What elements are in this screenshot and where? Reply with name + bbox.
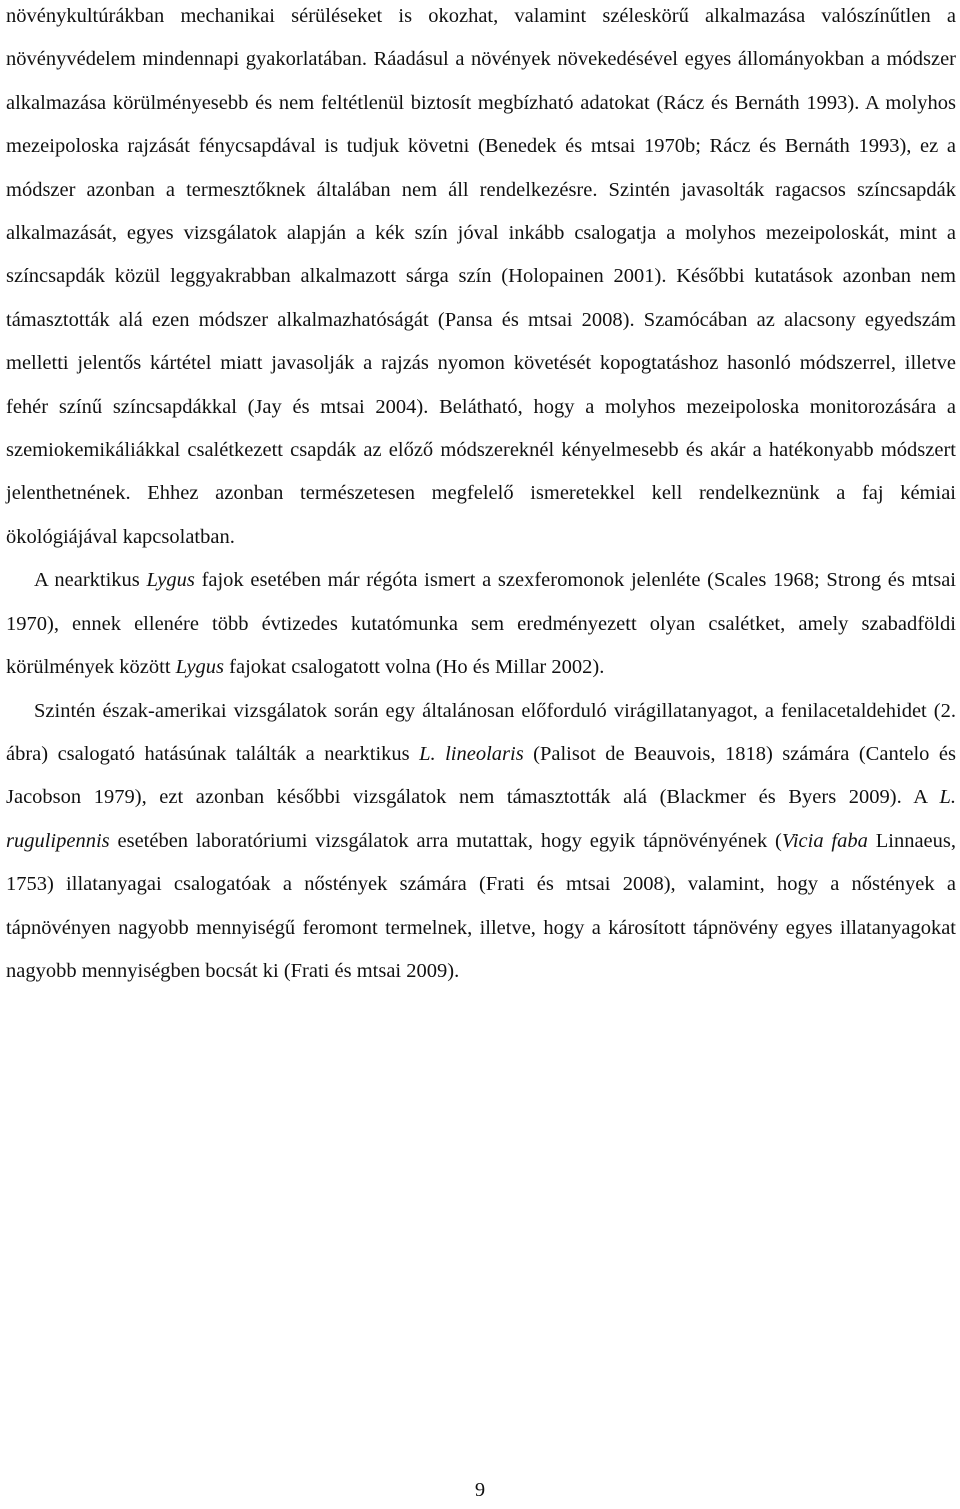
- paragraph-text: A nearktikus: [34, 569, 147, 592]
- document-page: [6, 0, 956, 993]
- species-name-italic: Lygus: [146, 569, 195, 592]
- paragraph-text: (Palisot de Beauvois, 1818) számára (Cantelo és Jacobson 1979), ezt azonban későbbi vizsgálatok nem támasztották alá (Blackmer és Byers 2009). A: [6, 742, 956, 809]
- paragraph-2: [6, 559, 956, 689]
- paragraph-text: növénykultúrákban mechanikai sérüléseket is okozhat, valamint széleskörű alkalmazása valószínűtlen a növényvédelem mindennapi gyakorlatában. Ráadásul a növények növekedésével egyes állományokban a módszer alkalmazása körülményesebb és nem feltétlenül biztosít megbízható adatokat (Rácz és Bernáth 1993). A molyhos mezeipoloska rajzását fénycsapdával is tudjuk követni (Benedek és mtsai 1970b; Rácz és Bernáth 1993), ez a módszer azonban a termesztőknek általában nem áll rendelkezésre. Szintén javasolták ragacsos színcsapdák alkalmazását, egyes vizsgálatok alapján a kék szín jóval inkább csalogatja a molyhos mezeipoloskát, mint a színcsapdák közül leggyakrabban alkalmazott sárga szín (Holopainen 2001). Későbbi kutatások azonban nem támasztották alá ezen módszer alkalmazhatóságát (Pansa és mtsai 2008). Szamócában az alacsony egyedszám melletti jelentős kártétel miatt javasolják a rajzás nyomon követését kopogtatáshoz hasonló módszerrel, illetve fehér színű színcsapdákkal (Jay és mtsai 2004). Belátható, hogy a molyhos mezeipoloska monitorozására a szemiokemikáliákkal csalétkezett csapdák az előző módszereknél kényelmesebb és akár a hatékonyabb módszert jelenthetnének. Ehhez azonban természetesen megfelelő ismeretekkel kell rendelkeznünk a faj kémiai ökológiájával kapcsolatban.: [6, 5, 956, 548]
- paragraph-text: esetében laboratóriumi vizsgálatok arra mutattak, hogy egyik tápnövényének (: [109, 829, 782, 852]
- paragraph-text: Szintén észak-amerikai vizsgálatok során egy általánosan előforduló virágillatanyagot, a fenilacetaldehidet (2. ábra) csalogató hatásúnak találták a nearktikus: [6, 699, 956, 765]
- paragraph-text: Linnaeus, 1753) illatanyagai csalogatóak a nőstények számára (Frati és mtsai 2008), valamint, hogy a nőstények a tápnövényen nagyobb mennyiségű feromont termelnek, illetve, hogy a károsított tápnövény egyes illatanyagokat nagyobb mennyiségben bocsát ki (Frati és mtsai 2009).: [6, 829, 956, 982]
- paragraph-text: fajok esetében már régóta ismert a szexferomonok jelenléte (Scales 1968; Strong és mtsai 1970), ennek ellenére több évtizedes kutatómunka sem eredményezett olyan csalétket, amely szabadföldi körülmények között: [6, 569, 956, 679]
- paragraph-3: [6, 690, 956, 994]
- species-name-italic: L. lineolaris: [419, 742, 524, 765]
- species-name-italic: L. rugulipennis: [6, 786, 956, 852]
- paragraph-1: [6, 0, 956, 559]
- paragraph-text: fajokat csalogatott volna (Ho és Millar 2002).: [224, 656, 605, 679]
- species-name-italic: Vicia faba: [781, 829, 868, 852]
- species-name-italic: Lygus: [175, 656, 225, 679]
- page-number: 9: [474, 1479, 486, 1501]
